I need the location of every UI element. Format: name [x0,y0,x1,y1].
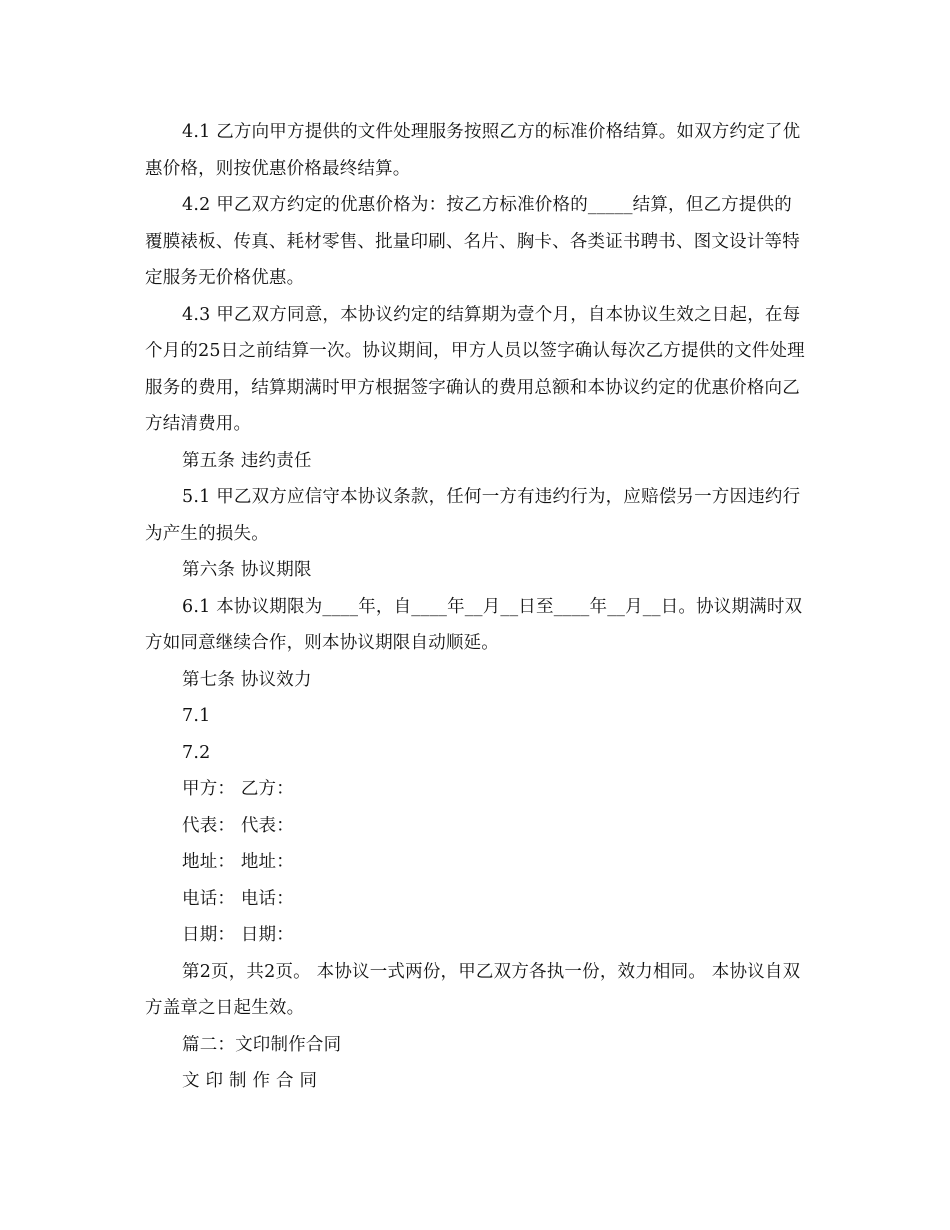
section-heading-7: 第七条 协议效力 [182,669,312,690]
section-heading-6: 第六条 协议期限 [182,560,312,580]
signature-party-line: 甲方： 乙方： [182,779,294,799]
document-body [145,114,807,1100]
clause-5-1: 5.1 甲乙双方应信守本协议条款，任何一方有违约行为，应赔偿另一方因违约行为产生的损失。 [145,487,801,544]
clause-6-1: 6.1 本协议期限为____年，自____年__月__日至____年__月__日。协议期满时双方如同意继续合作，则本协议期限自动顺延。 [145,596,803,653]
signature-representative-line: 代表： 代表： [182,815,294,836]
clause-7-2: 7.2 [182,742,211,763]
page-note-and-effect: 第2页，共2页。 本协议一式两份，甲乙双方各执一份，效力相同。 本协议自双方盖章之日起生效。 [145,961,801,1018]
clause-4-3: 4.3 甲乙双方同意，本协议约定的结算期为壹个月，自本协议生效之日起，在每个月的25日之前结算一次。协议期间，甲方人员以签字确认每次乙方提供的文件处理服务的费用，结算期满时甲方根据签字确认的费用总额和本协议约定的优惠价格向乙方结清费用。 [145,304,805,434]
contract-title: 文印制作合同 [182,1071,323,1091]
clause-4-1: 4.1 乙方向甲方提供的文件处理服务按照乙方的标准价格结算。如双方约定了优惠价格，则按优惠价格最终结算。 [145,122,801,179]
section-heading-5: 第五条 违约责任 [182,450,312,471]
signature-phone-line: 电话： 电话： [182,888,294,909]
clause-4-2: 4.2 甲乙双方约定的优惠价格为：按乙方标准价格的_____结算，但乙方提供的覆膜裱板、传真、耗材零售、批量印刷、名片、胸卡、各类证书聘书、图文设计等特定服务无价格优惠。 [145,195,800,288]
chapter-two-heading: 篇二：文印制作合同 [182,1034,342,1055]
signature-date-line: 日期： 日期： [182,925,294,945]
clause-7-1: 7.1 [182,706,211,726]
signature-address-line: 地址： 地址： [182,852,294,872]
